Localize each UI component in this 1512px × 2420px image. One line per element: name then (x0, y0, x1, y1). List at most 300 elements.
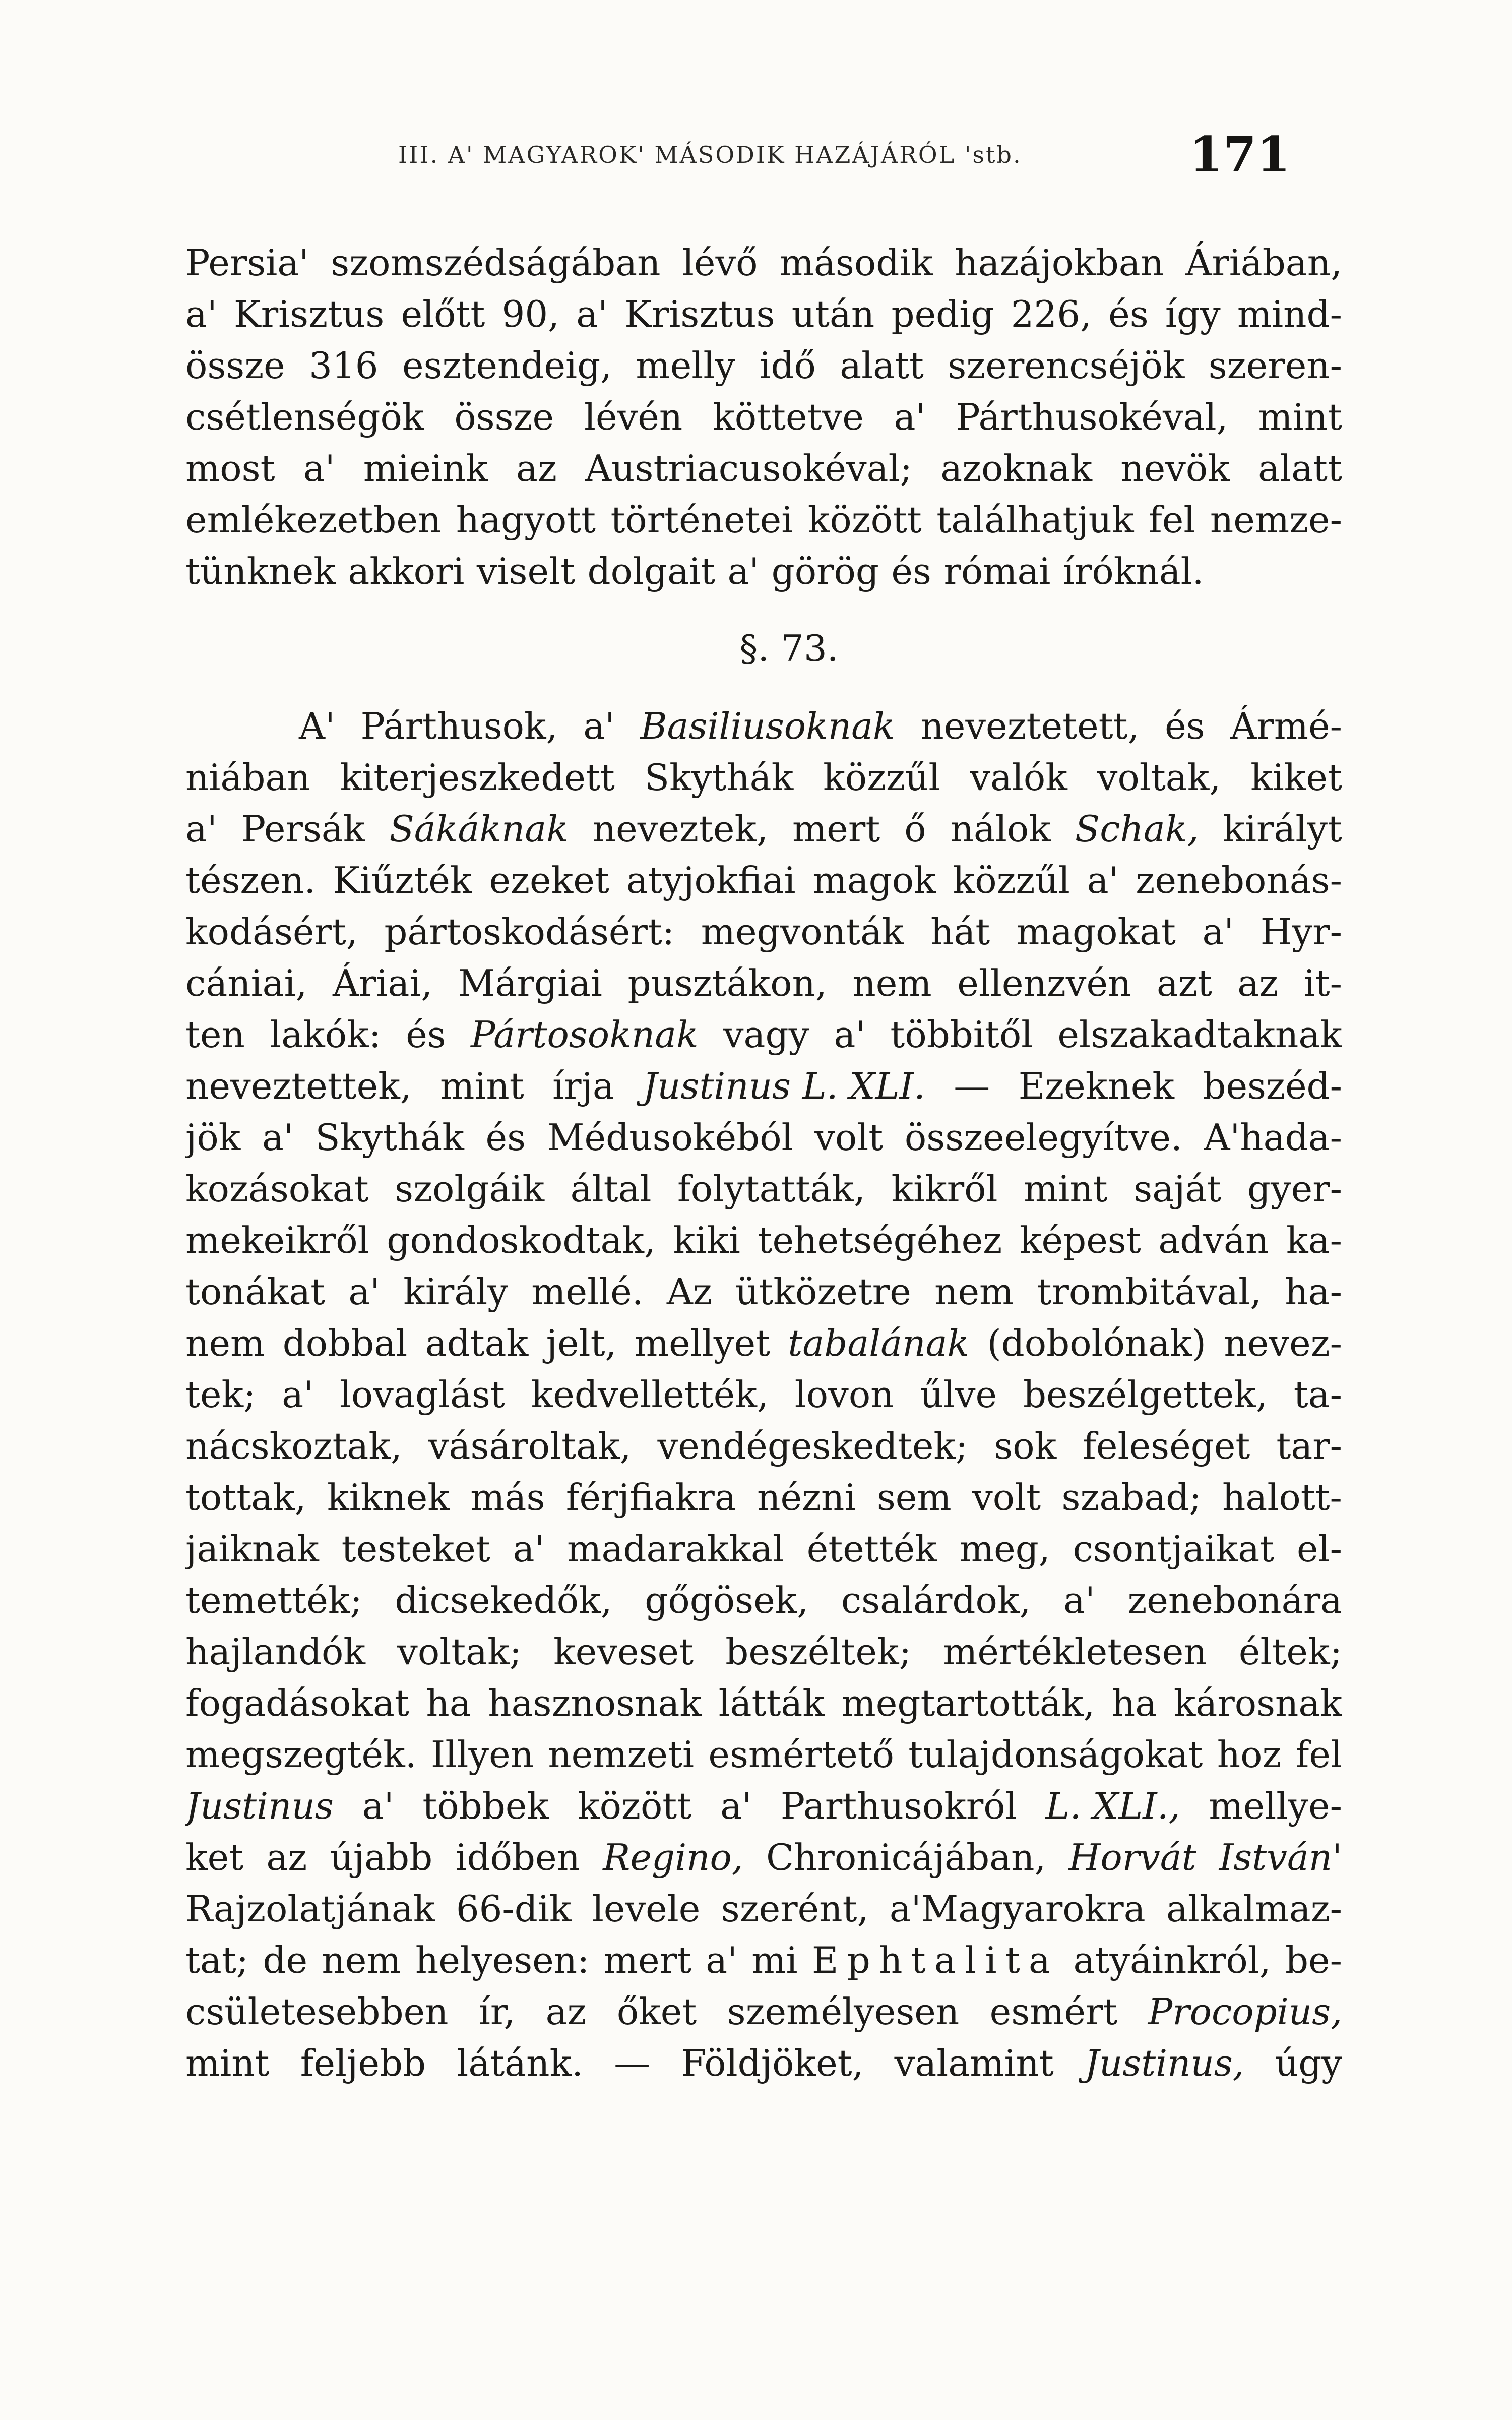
text-line (185, 1420, 1342, 1472)
word: a' (894, 396, 926, 438)
word: a' (303, 447, 335, 490)
word: hazájokban (955, 241, 1164, 284)
running-title: III. A' MAGYAROK' MÁSODIK HAZÁJÁRÓL 'stb. (398, 141, 1022, 168)
text-line (185, 1780, 1342, 1832)
word: a' (185, 293, 217, 335)
text-line (185, 443, 1342, 494)
italic-word: Justinus, (1084, 2042, 1244, 2084)
word: keveset (553, 1630, 694, 1673)
word: lakók: (270, 1013, 381, 1056)
word: kiket (1250, 756, 1342, 799)
word: 226, (1011, 293, 1092, 335)
word: viselt (476, 550, 576, 592)
word: adván (1158, 1219, 1269, 1261)
word: halott- (1222, 1476, 1342, 1519)
word: mind- (1237, 293, 1342, 335)
word: madarakkal (567, 1528, 784, 1570)
word: mint (1024, 1168, 1108, 1210)
word: az (266, 1836, 307, 1879)
word: más (470, 1476, 545, 1519)
word: atyáinkról, (1073, 1939, 1271, 1981)
text-line (185, 1163, 1342, 1215)
word: emlékezetben (185, 499, 442, 541)
text-line (185, 1472, 1342, 1523)
word: csületesebben (185, 1990, 449, 2033)
word: mértékletesen (943, 1630, 1207, 1673)
word: vagy (723, 1013, 809, 1056)
word: köttetve (713, 396, 864, 438)
word: el- (1296, 1528, 1342, 1570)
text-line (185, 1677, 1342, 1729)
word: mekeikről (185, 1219, 369, 1261)
italic-word: Pártosoknak (470, 1013, 699, 1056)
word: feleséget (1083, 1425, 1250, 1467)
word: fel (1149, 499, 1195, 541)
word: a' (576, 293, 608, 335)
word: összeelegyítve. (904, 1116, 1182, 1159)
text-line (185, 803, 1342, 855)
text-line (185, 1317, 1342, 1369)
word: tünknek (185, 550, 336, 592)
word: meg, (959, 1528, 1050, 1570)
word: kedvellették, (531, 1373, 769, 1416)
word: pusztákon, (627, 962, 827, 1004)
word: Földjöket, (681, 2042, 864, 2084)
word: tehetségéhez (758, 1219, 1002, 1261)
word: lovaglást (339, 1373, 505, 1416)
word: Márgiai (458, 962, 602, 1004)
word: ten (185, 1013, 245, 1056)
word: hát (930, 911, 990, 953)
word: nem (322, 1939, 401, 1981)
word: jelt, (546, 1322, 617, 1364)
italic-word: Justinus L. XLI. (643, 1065, 925, 1107)
word: királyt (1223, 808, 1342, 850)
word: által (570, 1168, 652, 1210)
text-line (185, 906, 1342, 957)
word: beszéd- (1203, 1065, 1342, 1107)
text-line (185, 494, 1342, 546)
italic-word: tabalának (788, 1322, 970, 1364)
word: nevez- (1224, 1322, 1342, 1364)
word: beszéltek; (725, 1630, 911, 1673)
word: jök (185, 1116, 241, 1159)
word: ha (1111, 1682, 1157, 1724)
text-line (185, 391, 1342, 443)
word: ezeket (489, 859, 609, 901)
word: Persák (241, 808, 365, 850)
word: 66-dik (456, 1888, 572, 1930)
word: a' (727, 550, 760, 592)
word: össze (454, 396, 554, 438)
text-line (185, 1883, 1342, 1934)
word: esztendeig, (402, 344, 612, 387)
word: időben (455, 1836, 580, 1879)
word: volt (814, 1116, 884, 1159)
word: a' (720, 1785, 752, 1827)
word: személyesen (727, 1990, 960, 2033)
word: nem (934, 1270, 1014, 1313)
text-line (185, 1112, 1342, 1163)
word: Krisztus (233, 293, 385, 335)
word: a' (834, 1013, 866, 1056)
text-line (185, 1934, 1342, 1986)
word: csontjaikat (1073, 1528, 1275, 1570)
word: most (185, 447, 275, 490)
word: Ezeknek (1018, 1065, 1174, 1107)
word: az (545, 1990, 587, 2033)
word: csétlenségök (185, 396, 424, 438)
text-line (185, 1832, 1342, 1883)
word: Ármé- (1230, 705, 1342, 747)
word: tészen. (185, 859, 316, 901)
text-line (185, 1626, 1342, 1677)
word: §. 73. (739, 627, 839, 670)
word: nácskoztak, (185, 1425, 402, 1467)
word: hasznosnak (488, 1682, 702, 1724)
word: férjfiakra (565, 1476, 736, 1519)
word: ha (426, 1682, 471, 1724)
word: valók (970, 756, 1067, 799)
word: — (614, 2042, 651, 2084)
italic-word: Horvát (1068, 1836, 1196, 1879)
word: között (578, 1785, 692, 1827)
word: Párthusok, (360, 705, 558, 747)
word: a' (706, 1939, 737, 1981)
word: Parthusokról (780, 1785, 1017, 1827)
word: ütközetre (735, 1270, 911, 1313)
text-line (185, 752, 1342, 803)
word: nézni (757, 1476, 856, 1519)
word: gyer- (1247, 1168, 1342, 1210)
italic-word: István' (1219, 1836, 1342, 1879)
word: tat; (185, 1939, 249, 1981)
word: látták (718, 1682, 825, 1724)
word: íróknál. (1062, 550, 1204, 592)
word: (dobolónak) (987, 1322, 1206, 1364)
word: mint (185, 2042, 270, 2084)
word: — (954, 1065, 990, 1107)
word: tek; (185, 1373, 256, 1416)
italic-word: Procopius, (1148, 1990, 1342, 2033)
word: Austriacusokéval; (585, 447, 912, 490)
word: melly (636, 344, 736, 387)
word: 90, (501, 293, 560, 335)
spaced-word: Ephtalita (811, 1939, 1059, 1981)
word: úgy (1275, 2042, 1342, 2084)
word: nemze- (1210, 499, 1342, 541)
word: második (779, 241, 933, 284)
word: sem (876, 1476, 952, 1519)
word: őket (616, 1990, 697, 2033)
text-line (185, 340, 1342, 391)
word: a' (513, 1528, 545, 1570)
word: esmértető (708, 1733, 895, 1776)
word: a' (1063, 1579, 1095, 1621)
word: mint (440, 1065, 524, 1107)
word: Skythák (644, 756, 794, 799)
word: neveztettek, (185, 1065, 412, 1107)
word: lévén (584, 396, 683, 438)
text-line (185, 1266, 1342, 1317)
word: Skythák (315, 1116, 464, 1159)
word: hajlandók (185, 1630, 366, 1673)
word: magokat (1016, 911, 1176, 953)
word: lovon (794, 1373, 894, 1416)
word: mellye- (1209, 1785, 1342, 1827)
italic-word: Justinus (185, 1785, 334, 1827)
word: ta- (1293, 1373, 1342, 1416)
word: testeket (341, 1528, 490, 1570)
word: feljebb (300, 2042, 426, 2084)
word: vendégeskedtek; (657, 1425, 968, 1467)
word: és (485, 1116, 526, 1159)
word: szeren- (1208, 344, 1342, 387)
word: károsnak (1173, 1682, 1342, 1724)
word: dobbal (282, 1322, 408, 1364)
running-header (398, 126, 1290, 183)
word: történetei (610, 499, 793, 541)
word: azoknak (940, 447, 1092, 490)
text-line (185, 957, 1342, 1009)
word: nevök (1120, 447, 1230, 490)
word: Chronicájában, (766, 1836, 1046, 1879)
word: és (1108, 293, 1149, 335)
word: lévő (682, 241, 758, 284)
word: hoz (1217, 1733, 1282, 1776)
word: írja (552, 1065, 614, 1107)
word: látánk. (457, 2042, 583, 2084)
word: fogadásokat (185, 1682, 409, 1724)
word: király (403, 1270, 508, 1313)
word: szomszédságában (331, 241, 661, 284)
word: képest (1019, 1219, 1141, 1261)
word: tottak, (185, 1476, 306, 1519)
word: megtartották, (841, 1682, 1095, 1724)
word: a'Magyarokra (889, 1888, 1146, 1930)
text-line (185, 2037, 1342, 2089)
word: között (807, 499, 922, 541)
word: megszegték. (185, 1733, 417, 1776)
word: Kiűzték (333, 859, 472, 901)
word: alatt (1258, 447, 1342, 490)
word: kiki (673, 1219, 740, 1261)
word: és (1165, 705, 1205, 747)
word: közzűl (953, 859, 1070, 901)
word: találhatjuk (936, 499, 1134, 541)
word: beszélgettek, (1023, 1373, 1268, 1416)
word: csalárdok, (841, 1579, 1031, 1621)
text-line (185, 1986, 1342, 2037)
word: kiterjeszkedett (340, 756, 615, 799)
word: ka- (1286, 1219, 1342, 1261)
word: és (891, 550, 931, 592)
word: vásároltak, (428, 1425, 632, 1467)
word: szerént, (721, 1888, 869, 1930)
word: zenebonás- (1136, 859, 1342, 901)
word: mert (603, 1939, 691, 1981)
word: valamint (894, 2042, 1054, 2084)
word: után (791, 293, 875, 335)
text-line (185, 1523, 1342, 1575)
text-line (185, 1009, 1342, 1060)
word: zenebonára (1127, 1579, 1342, 1621)
word: mert (792, 808, 880, 850)
word: tonákat (185, 1270, 326, 1313)
text-line (185, 1369, 1342, 1420)
word: újabb (330, 1836, 433, 1879)
word: római (943, 550, 1051, 592)
word: ha- (1285, 1270, 1342, 1313)
word: A' (299, 705, 335, 747)
word: 316 (309, 344, 379, 387)
word: és (406, 1013, 446, 1056)
word: A'hada- (1204, 1116, 1342, 1159)
word: a' (348, 1270, 381, 1313)
word: mi (751, 1939, 798, 1981)
word: a' (282, 1373, 314, 1416)
word: Persia' (185, 241, 309, 284)
word: nemzeti (548, 1733, 695, 1776)
word: a' (583, 705, 615, 747)
text-line (185, 546, 1342, 597)
text-line (185, 288, 1342, 340)
word: Hyr- (1260, 911, 1342, 953)
italic-word: Regino, (603, 1836, 743, 1879)
text-line (185, 700, 1342, 752)
word: nem (185, 1322, 265, 1364)
word: pedig (891, 293, 994, 335)
word: így (1165, 293, 1221, 335)
italic-word: Basiliusoknak (640, 705, 895, 747)
word: voltak; (397, 1630, 522, 1673)
text-line (185, 1215, 1342, 1266)
word: Párthusokéval, (956, 396, 1228, 438)
word: be- (1285, 1939, 1342, 1981)
word: kozásokat (185, 1168, 369, 1210)
word: helyesen: (415, 1939, 590, 1981)
word: kiknek (327, 1476, 450, 1519)
word: de (263, 1939, 308, 1981)
word: szerencséjök (948, 344, 1185, 387)
word: mellé. (531, 1270, 644, 1313)
word: a' (185, 808, 217, 850)
word: atyjokfiai (626, 859, 796, 901)
word: nálok (950, 808, 1051, 850)
word: előtt (401, 293, 485, 335)
word: mint (1258, 396, 1342, 438)
word: jaiknak (185, 1528, 319, 1570)
word: űlve (920, 1373, 997, 1416)
word: gőgösek, (645, 1579, 809, 1621)
word: saját (1133, 1168, 1222, 1210)
word: a' (362, 1785, 394, 1827)
text-line (185, 855, 1342, 906)
word: gondoskodtak, (387, 1219, 656, 1261)
word: magok (812, 859, 936, 901)
word: neveztetett, (920, 705, 1140, 747)
word: hagyott (456, 499, 596, 541)
word: adtak (425, 1322, 529, 1364)
word: az (1237, 962, 1279, 1004)
word: megvonták (701, 911, 904, 953)
word: trombitával, (1037, 1270, 1262, 1313)
word: volt (972, 1476, 1041, 1519)
word: többitől (890, 1013, 1033, 1056)
page-number: 171 (1189, 126, 1290, 183)
word: idő (759, 344, 816, 387)
word: pártoskodásért: (384, 911, 675, 953)
word: elszakadtaknak (1057, 1013, 1342, 1056)
word: folytatták, (677, 1168, 865, 1210)
word: ellenzvén (957, 962, 1131, 1004)
word: kikről (891, 1168, 998, 1210)
word: tulajdonságokat (908, 1733, 1203, 1776)
word: Médusokéból (547, 1116, 793, 1159)
word: ír, (478, 1990, 516, 2033)
word: niában (185, 756, 310, 799)
section-heading (185, 597, 1342, 700)
italic-word: L. XLI., (1045, 1785, 1180, 1827)
word: görög (771, 550, 879, 592)
word: mieink (363, 447, 488, 490)
italic-word: Schak, (1075, 808, 1199, 850)
word: voltak, (1097, 756, 1221, 799)
word: az (516, 447, 557, 490)
italic-word: Sákáknak (389, 808, 569, 850)
word: szolgáik (395, 1168, 545, 1210)
word: Áriai, (333, 962, 433, 1004)
word: it- (1303, 962, 1342, 1004)
word: szabad; (1061, 1476, 1202, 1519)
word: étették (806, 1528, 937, 1570)
word: fel (1295, 1733, 1342, 1776)
word: alkalmaz- (1166, 1888, 1342, 1930)
word: mellyet (634, 1322, 770, 1364)
word: Rajzolatjának (185, 1888, 435, 1930)
word: alatt (840, 344, 924, 387)
word: akkori (348, 550, 465, 592)
word: Az (666, 1270, 712, 1313)
word: össze (185, 344, 285, 387)
word: cániai, (185, 962, 307, 1004)
word: Illyen (430, 1733, 534, 1776)
word: kodásért, (185, 911, 358, 953)
word: többek (422, 1785, 549, 1827)
word: ő (904, 808, 926, 850)
word: a' (1087, 859, 1119, 901)
word: azt (1156, 962, 1212, 1004)
word: közzűl (823, 756, 940, 799)
word: temették; (185, 1579, 362, 1621)
word: sok (994, 1425, 1057, 1467)
word: dicsekedők, (395, 1579, 612, 1621)
word: a' (262, 1116, 294, 1159)
text-line (185, 237, 1342, 288)
text-line (185, 1575, 1342, 1626)
text-line (185, 1060, 1342, 1112)
word: Áriában, (1185, 241, 1342, 284)
word: neveztek, (592, 808, 769, 850)
word: a' (1202, 911, 1234, 953)
word: dolgait (587, 550, 715, 592)
body-text (185, 237, 1342, 2304)
word: nem (852, 962, 932, 1004)
word: tar- (1276, 1425, 1342, 1467)
word: Krisztus (624, 293, 775, 335)
text-line (185, 1729, 1342, 1780)
word: levele (592, 1888, 701, 1930)
